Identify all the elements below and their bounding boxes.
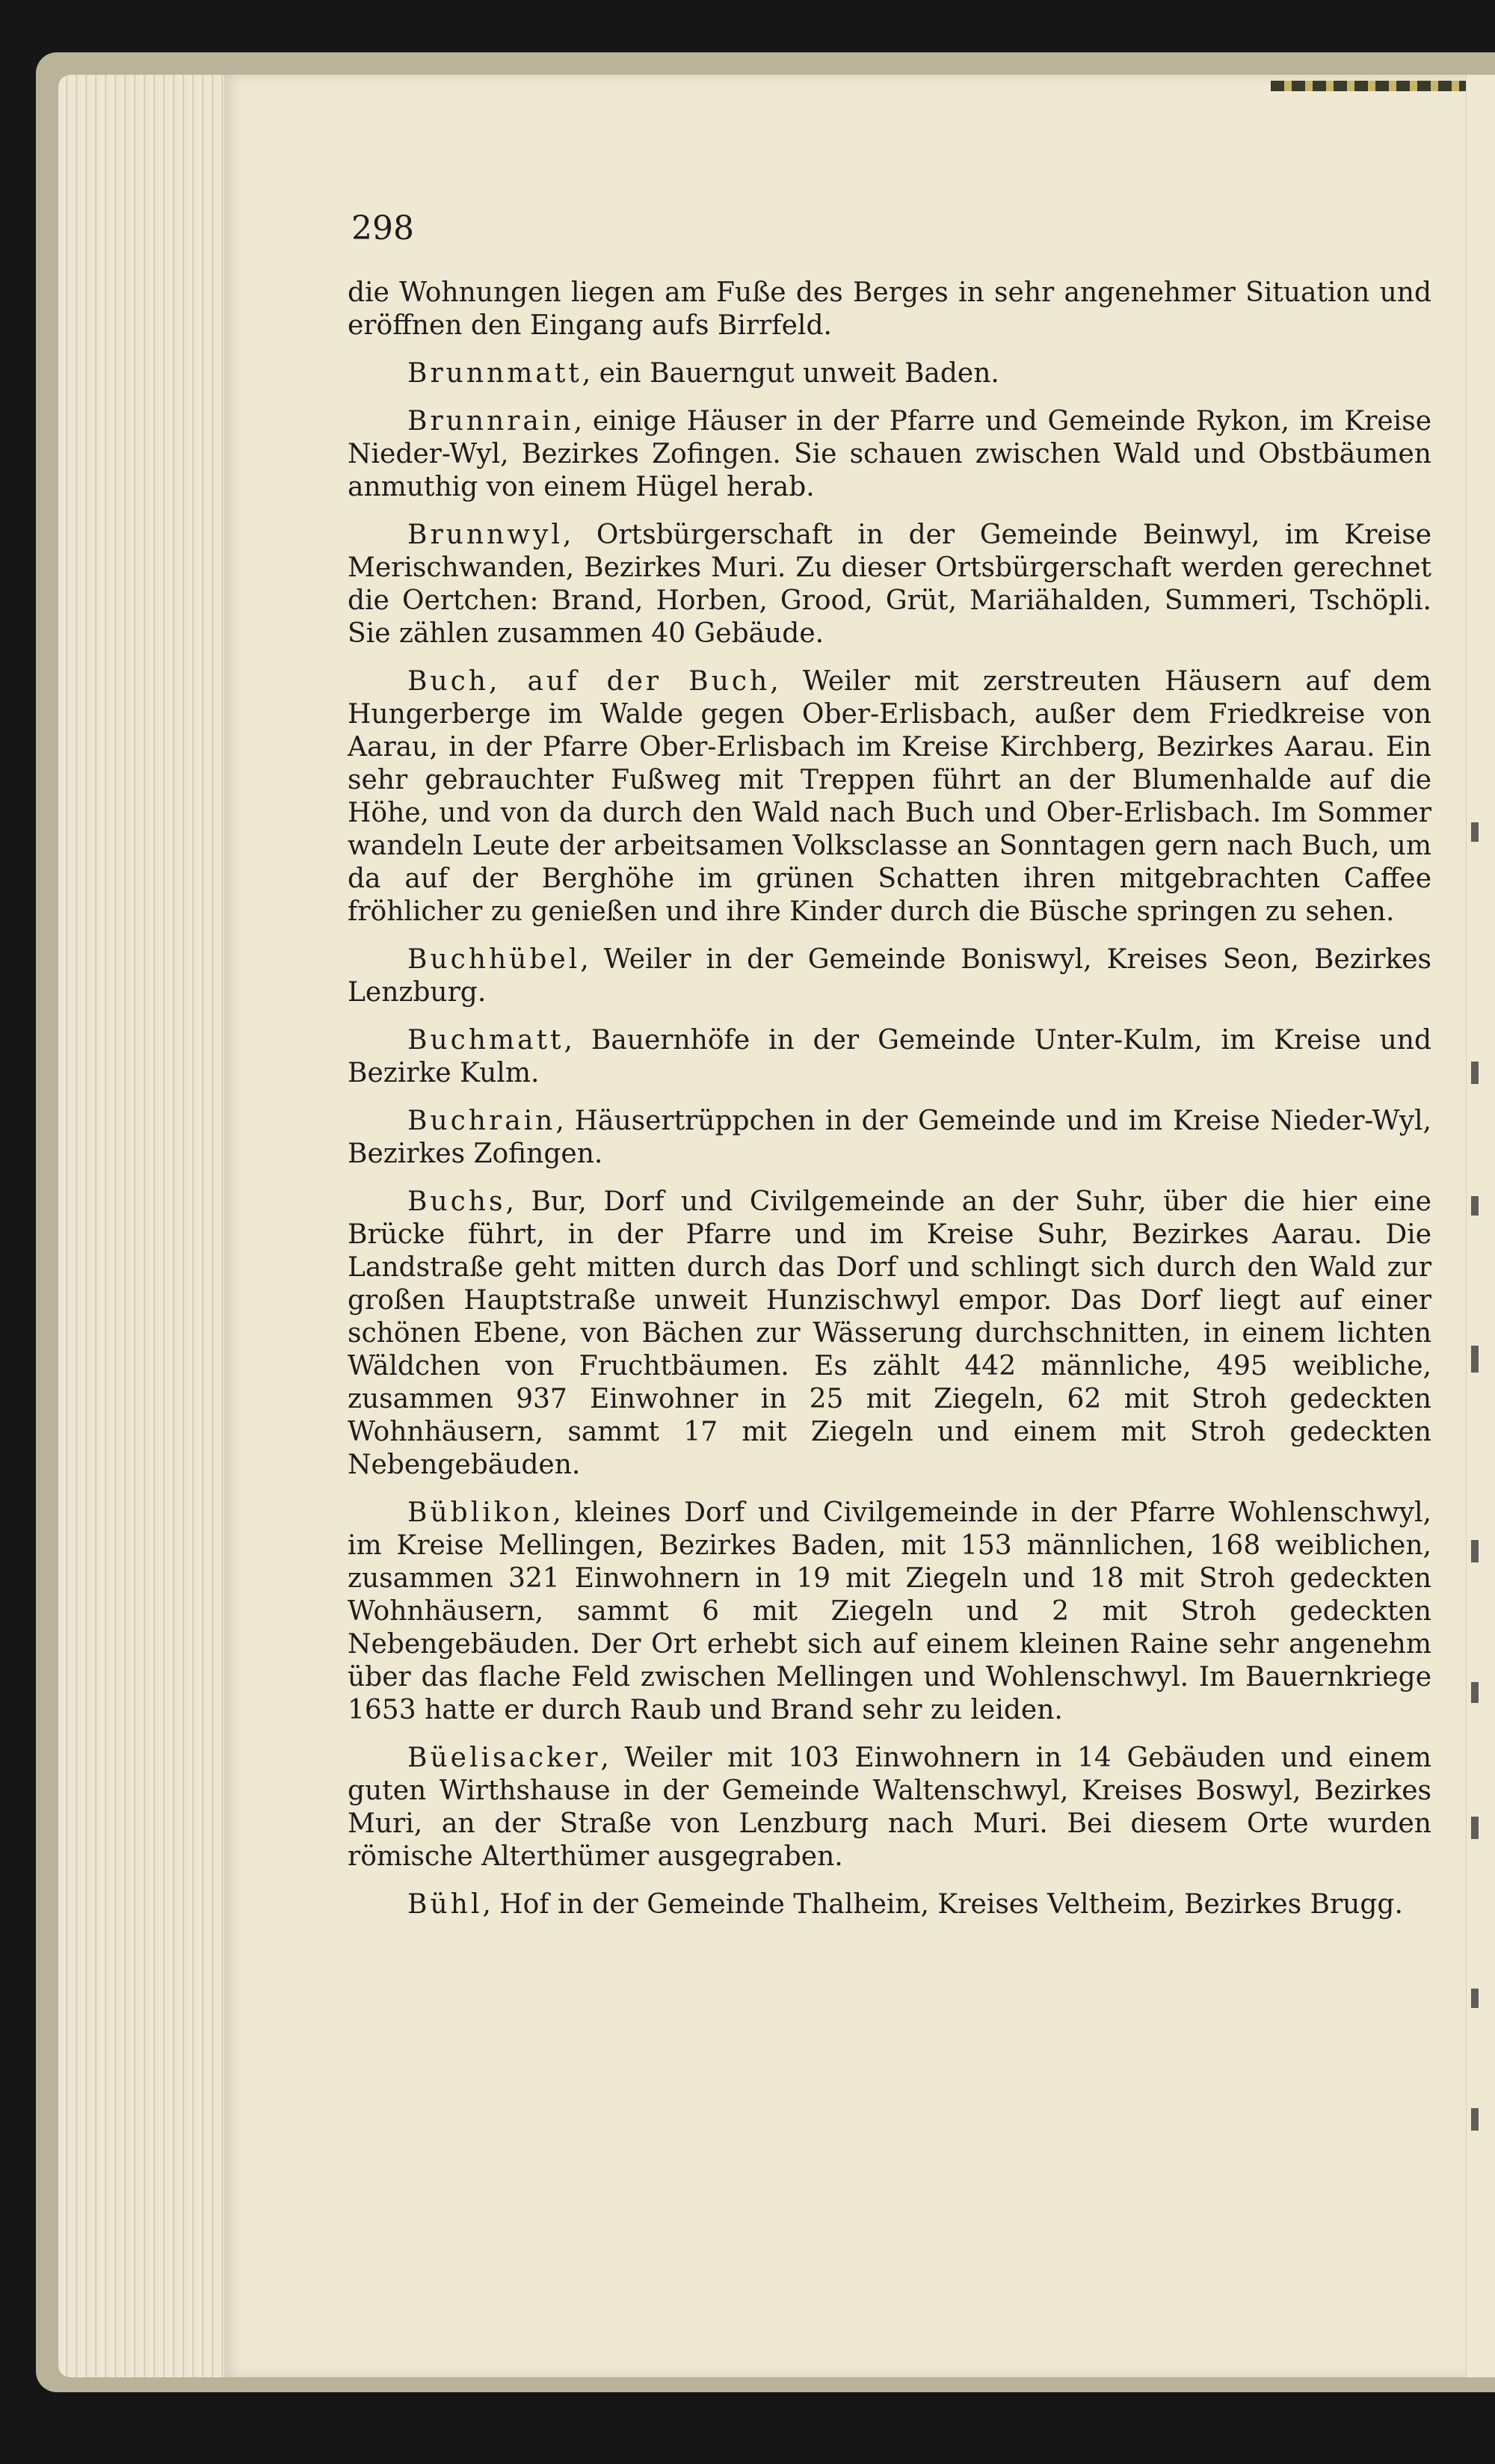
entry-headword: Buchmatt [407,1025,564,1056]
entry-text: , Weiler mit 103 Einwohnern in 14 Gebäuden und einem guten Wirthshause in der Gemeinde Waltenschwyl, Kreises Boswyl, Bezirkes Muri, an der Straße von Lenzburg nach Muri. Bei diesem Orte wurden römische Alterthümer ausgegraben. [348,1743,1431,1872]
text-block [348,277,1431,1936]
entry-headword: Büelisacker [407,1743,601,1773]
entry-text: , Hof in der Gemeinde Thalheim, Kreises Veltheim, Bezirkes Brugg. [482,1889,1403,1920]
page-number: 298 [351,209,414,247]
entry-headword: Brunnrain [407,406,574,437]
facing-page-strip [1466,75,1495,2377]
entry-bueelisacker [348,1742,1431,1873]
entry-text: , Bur, Dorf und Civilgemeinde an der Suhr, über die hier eine Brücke führt, in der Pfarre und im Kreise Suhr, Bezirkes Aarau. Die Landstraße geht mitten durch das Dorf und schlingt sich durch den Wald zur großen Hauptstraße unweit Hunzischwyl empor. Das Dorf liegt auf einer schönen Ebene, von Bächen zur Wässerung durchschnitten, in einem lichten Wäldchen von Fruchtbäumen. Es zählt 442 männliche, 495 weibliche, zusammen 937 Einwohner in 25 mit Ziegeln, 62 mit Stroh gedeckten Wohnhäusern, sammt 17 mit Ziegeln und einem mit Stroh gedeckten Nebengebäuden. [348,1186,1431,1480]
entry-text: , einige Häuser in der Pfarre und Gemeinde Rykon, im Kreise Nieder-Wyl, Bezirkes Zofingen. Sie schauen zwischen Wald und Obstbäumen anmuthig von einem Hügel herab. [348,406,1431,502]
entry-brunnmatt [348,357,1431,390]
entry-text: , Bauernhöfe in der Gemeinde Unter-Kulm, im Kreise und Bezirke Kulm. [348,1025,1431,1088]
entry-headword: Buchhübel [407,944,581,975]
entry-brunnrain [348,405,1431,504]
entry-text: , Häusertrüppchen in der Gemeinde und im Kreise Nieder-Wyl, Bezirkes Zofingen. [348,1106,1431,1169]
entry-brunnwyl [348,519,1431,650]
entry-bueblikon [348,1497,1431,1727]
entry-headword: Brunnwyl [407,520,563,550]
entry-text: die Wohnungen liegen am Fuße des Berges in sehr angenehmer Situation und eröffnen den Eingang aufs Birrfeld. [348,277,1431,341]
entry-text: , Ortsbürgerschaft in der Gemeinde Beinwyl, im Kreise Merischwanden, Bezirkes Muri. Zu dieser Ortsbürgerschaft werden gerechnet die Oertchen: Brand, Horben, Grood, Grüt, Mariähalden, Summeri, Tschöpli. Sie zählen zusammen 40 Gebäude. [348,520,1431,649]
entry-buchmatt [348,1024,1431,1090]
entry-headword: Buchrain [407,1106,556,1136]
entry-buchhuebel [348,943,1431,1009]
entry-buch [348,665,1431,928]
facing-page-edge [1271,81,1495,91]
entry-buchs [348,1186,1431,1482]
entry-headword: Bühl [407,1889,483,1920]
entry-buehl [348,1888,1431,1921]
entry-text: , ein Bauerngut unweit Baden. [582,358,999,389]
entry-text: , Weiler in der Gemeinde Boniswyl, Kreises Seon, Bezirkes Lenzburg. [348,944,1431,1008]
entry-headword: Büblikon [407,1497,553,1528]
entry-intro-continuation [348,277,1431,342]
entry-text: , kleines Dorf und Civilgemeinde in der Pfarre Wohlenschwyl, im Kreise Mellingen, Bezirkes Baden, mit 153 männlichen, 168 weiblichen, zusammen 321 Einwohnern in 19 mit Ziegeln und 18 mit Stroh gedeckten Wohnhäusern, sammt 6 mit Ziegeln und 2 mit Stroh gedeckten Nebengebäuden. Der Ort erhebt sich auf einem kleinen Raine sehr angenehm über das flache Feld zwischen Mellingen und Wohlenschwyl. Im Bauernkriege 1653 hatte er durch Raub und Brand sehr zu leiden. [348,1497,1431,1725]
entry-text: , Weiler mit zerstreuten Häusern auf dem Hungerberge im Walde gegen Ober-Erlisbach, außer dem Friedkreise von Aarau, in der Pfarre Ober-Erlisbach im Kreise Kirchberg, Bezirkes Aarau. Ein sehr gebrauchter Fußweg mit Treppen führt an der Blumenhalde auf die Höhe, und von da durch den Wald nach Buch und Ober-Erlisbach. Im Sommer wandeln Leute der arbeitsamen Volksclasse an Sonntagen gern nach Buch, um da auf der Berghöhe im grünen Schatten ihren mitgebrachten Caffee fröhlicher zu genießen und ihre Kinder durch die Büsche springen zu sehen. [348,666,1432,927]
entry-buchrain [348,1105,1431,1171]
entry-headword: Buch, auf der Buch [407,666,771,697]
entry-headword: Brunnmatt [407,358,582,389]
entry-headword: Buchs [407,1186,506,1217]
page-edges [58,75,230,2377]
